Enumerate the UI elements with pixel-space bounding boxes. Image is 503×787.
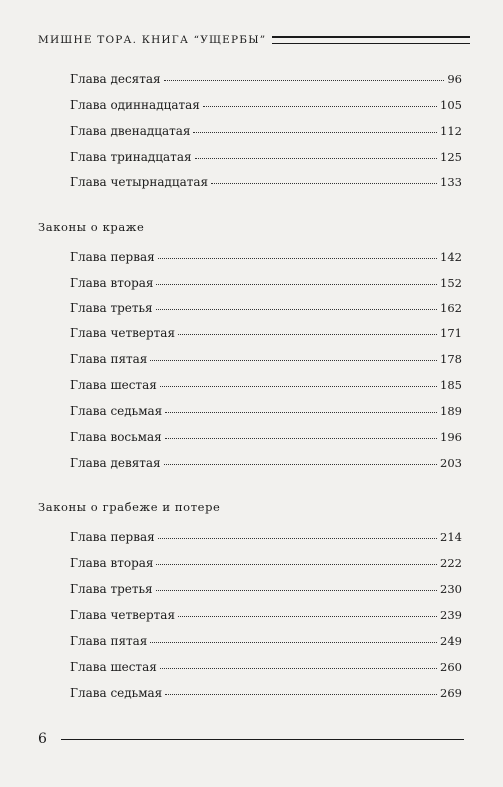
toc-entry-label: Глава пятая — [70, 634, 148, 648]
toc-entry-page: 162 — [440, 301, 462, 315]
dot-leader — [178, 333, 437, 335]
dot-leader — [164, 79, 445, 81]
dot-leader — [203, 105, 437, 107]
toc-entry[interactable] — [70, 72, 462, 86]
dot-leader — [178, 615, 437, 617]
toc-entry-label: Глава седьмая — [70, 686, 163, 700]
toc-entry-page: 203 — [440, 456, 462, 470]
toc-entry-label: Глава восьмая — [70, 430, 162, 444]
toc-entry-page: 239 — [440, 608, 462, 622]
dot-leader — [160, 667, 437, 669]
toc-entry[interactable] — [70, 352, 462, 366]
toc-entry[interactable] — [70, 124, 462, 138]
toc-entry-label: Глава десятая — [70, 72, 161, 86]
toc-entry-label: Глава четвертая — [70, 326, 176, 340]
toc-entry[interactable] — [70, 430, 462, 444]
dot-leader — [158, 537, 437, 539]
toc-entry[interactable] — [70, 378, 462, 392]
toc-entry[interactable] — [70, 456, 462, 470]
toc-entry[interactable] — [70, 175, 462, 189]
dot-leader — [150, 359, 437, 361]
dot-leader — [211, 182, 437, 184]
dot-leader — [165, 693, 437, 695]
toc-entry-page: 269 — [440, 686, 462, 700]
toc-entry-page: 112 — [440, 124, 462, 138]
footer-rule — [61, 739, 464, 740]
toc-entry-label: Глава пятая — [70, 352, 148, 366]
toc-entry[interactable] — [70, 608, 462, 622]
toc-entry-page: 96 — [447, 72, 462, 86]
page-number: 6 — [38, 731, 47, 747]
toc-entry[interactable] — [70, 98, 462, 112]
toc-entry-page: 178 — [440, 352, 462, 366]
toc-entry-label: Глава четырнадцатая — [70, 175, 209, 189]
toc-entry[interactable] — [70, 660, 462, 674]
toc-entry[interactable] — [70, 686, 462, 700]
running-head — [38, 34, 470, 46]
toc-entry-label: Глава третья — [70, 301, 153, 315]
page-footer — [38, 731, 464, 747]
toc-entry-label: Глава тринадцатая — [70, 150, 192, 164]
toc-entry[interactable] — [70, 276, 462, 290]
toc-entry[interactable] — [70, 530, 462, 544]
section-heading: Законы о грабеже и потере — [38, 500, 221, 514]
dot-leader — [164, 463, 437, 465]
dot-leader — [156, 563, 437, 565]
running-title: МИШНЕ ТОРА. КНИГА “УЩЕРБЫ” — [38, 34, 267, 46]
dot-leader — [156, 589, 437, 591]
toc-entry-page: 214 — [440, 530, 462, 544]
dot-leader — [160, 385, 437, 387]
toc-entry-page: 230 — [440, 582, 462, 596]
toc-entry-label: Глава первая — [70, 250, 155, 264]
dot-leader — [156, 283, 437, 285]
toc-entry-page: 171 — [440, 326, 462, 340]
toc-entry-label: Глава вторая — [70, 556, 154, 570]
dot-leader — [165, 411, 437, 413]
dot-leader — [193, 131, 437, 133]
toc-entry-label: Глава шестая — [70, 660, 157, 674]
header-rule — [272, 36, 470, 44]
dot-leader — [158, 257, 437, 259]
toc-entry-page: 133 — [440, 175, 462, 189]
toc-entry-page: 142 — [440, 250, 462, 264]
toc-entry-page: 185 — [440, 378, 462, 392]
toc-entry-page: 222 — [440, 556, 462, 570]
toc-entry-page: 249 — [440, 634, 462, 648]
toc-entry-label: Глава седьмая — [70, 404, 163, 418]
dot-leader — [165, 437, 437, 439]
toc-entry-page: 125 — [440, 150, 462, 164]
section-heading: Законы о краже — [38, 220, 145, 234]
toc-entry[interactable] — [70, 582, 462, 596]
toc-entry[interactable] — [70, 634, 462, 648]
toc-entry[interactable] — [70, 404, 462, 418]
toc-entry[interactable] — [70, 556, 462, 570]
toc-entry-page: 260 — [440, 660, 462, 674]
dot-leader — [156, 308, 437, 310]
toc-entry[interactable] — [70, 326, 462, 340]
toc-entry[interactable] — [70, 301, 462, 315]
toc-entry-label: Глава четвертая — [70, 608, 176, 622]
toc-entry-page: 152 — [440, 276, 462, 290]
toc-entry-label: Глава шестая — [70, 378, 157, 392]
toc-entry-label: Глава одиннадцатая — [70, 98, 200, 112]
toc-entry-label: Глава вторая — [70, 276, 154, 290]
toc-entry[interactable] — [70, 150, 462, 164]
toc-entry-page: 105 — [440, 98, 462, 112]
dot-leader — [150, 641, 437, 643]
toc-entry-label: Глава девятая — [70, 456, 161, 470]
toc-entry-page: 189 — [440, 404, 462, 418]
toc-entry-label: Глава первая — [70, 530, 155, 544]
toc-entry-label: Глава третья — [70, 582, 153, 596]
dot-leader — [195, 157, 438, 159]
toc-entry[interactable] — [70, 250, 462, 264]
toc-entry-label: Глава двенадцатая — [70, 124, 191, 138]
toc-entry-page: 196 — [440, 430, 462, 444]
